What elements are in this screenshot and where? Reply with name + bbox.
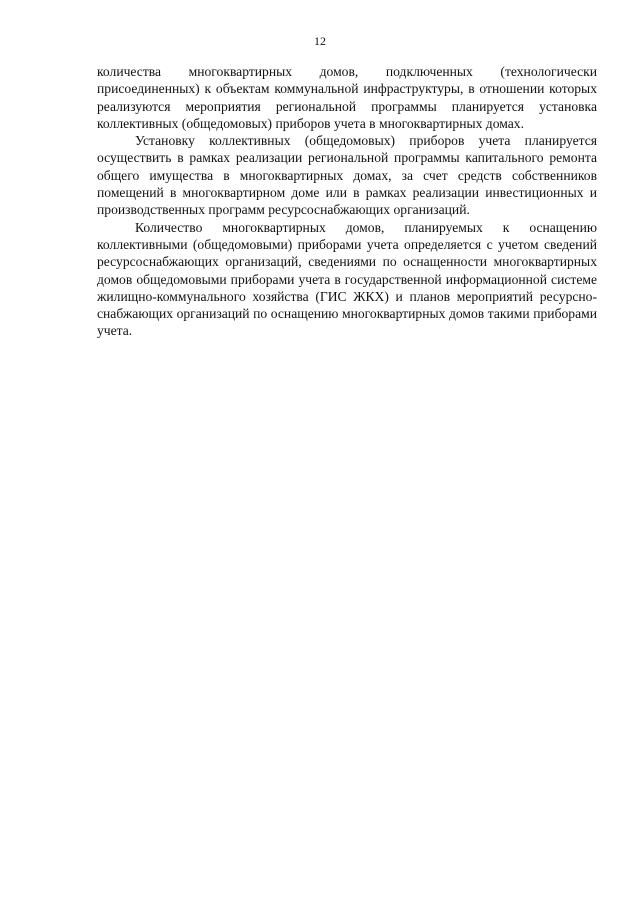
paragraph-metering-quantity: Количество многоквартирных домов, планируемых к оснащению коллективными (общедомовыми) приборами учета определяется с учетом сведений ресурсоснабжающих организаций, сведениями по оснащенности многоквартирных домов общедомовыми приборами учета в государственной информационной системе жилищно-коммунального хозяйства (ГИС ЖКХ) и планов мероприятий ресурсно-снабжающих организаций по оснащению многоквартирных домов такими приборами учета. xyxy=(97,219,597,339)
document-body xyxy=(97,63,597,340)
paragraph-continued: количества многоквартирных домов, подключенных (технологически присоединенных) к объектам коммунальной инфраструктуры, в отношении которых реализуются мероприятия региональной программы планируется установка коллективных (общедомовых) приборов учета в многоквартирных домах. xyxy=(97,64,597,131)
paragraph-installation-funding: Установку коллективных (общедомовых) приборов учета планируется осуществить в рамках реализации региональной программы капитального ремонта общего имущества в многоквартирных домах, за счет средств собственников помещений в многоквартирном доме или в рамках реализации инвестиционных и производственных программ ресурсоснабжающих организаций. xyxy=(97,133,597,218)
page-number: 12 xyxy=(314,34,326,48)
